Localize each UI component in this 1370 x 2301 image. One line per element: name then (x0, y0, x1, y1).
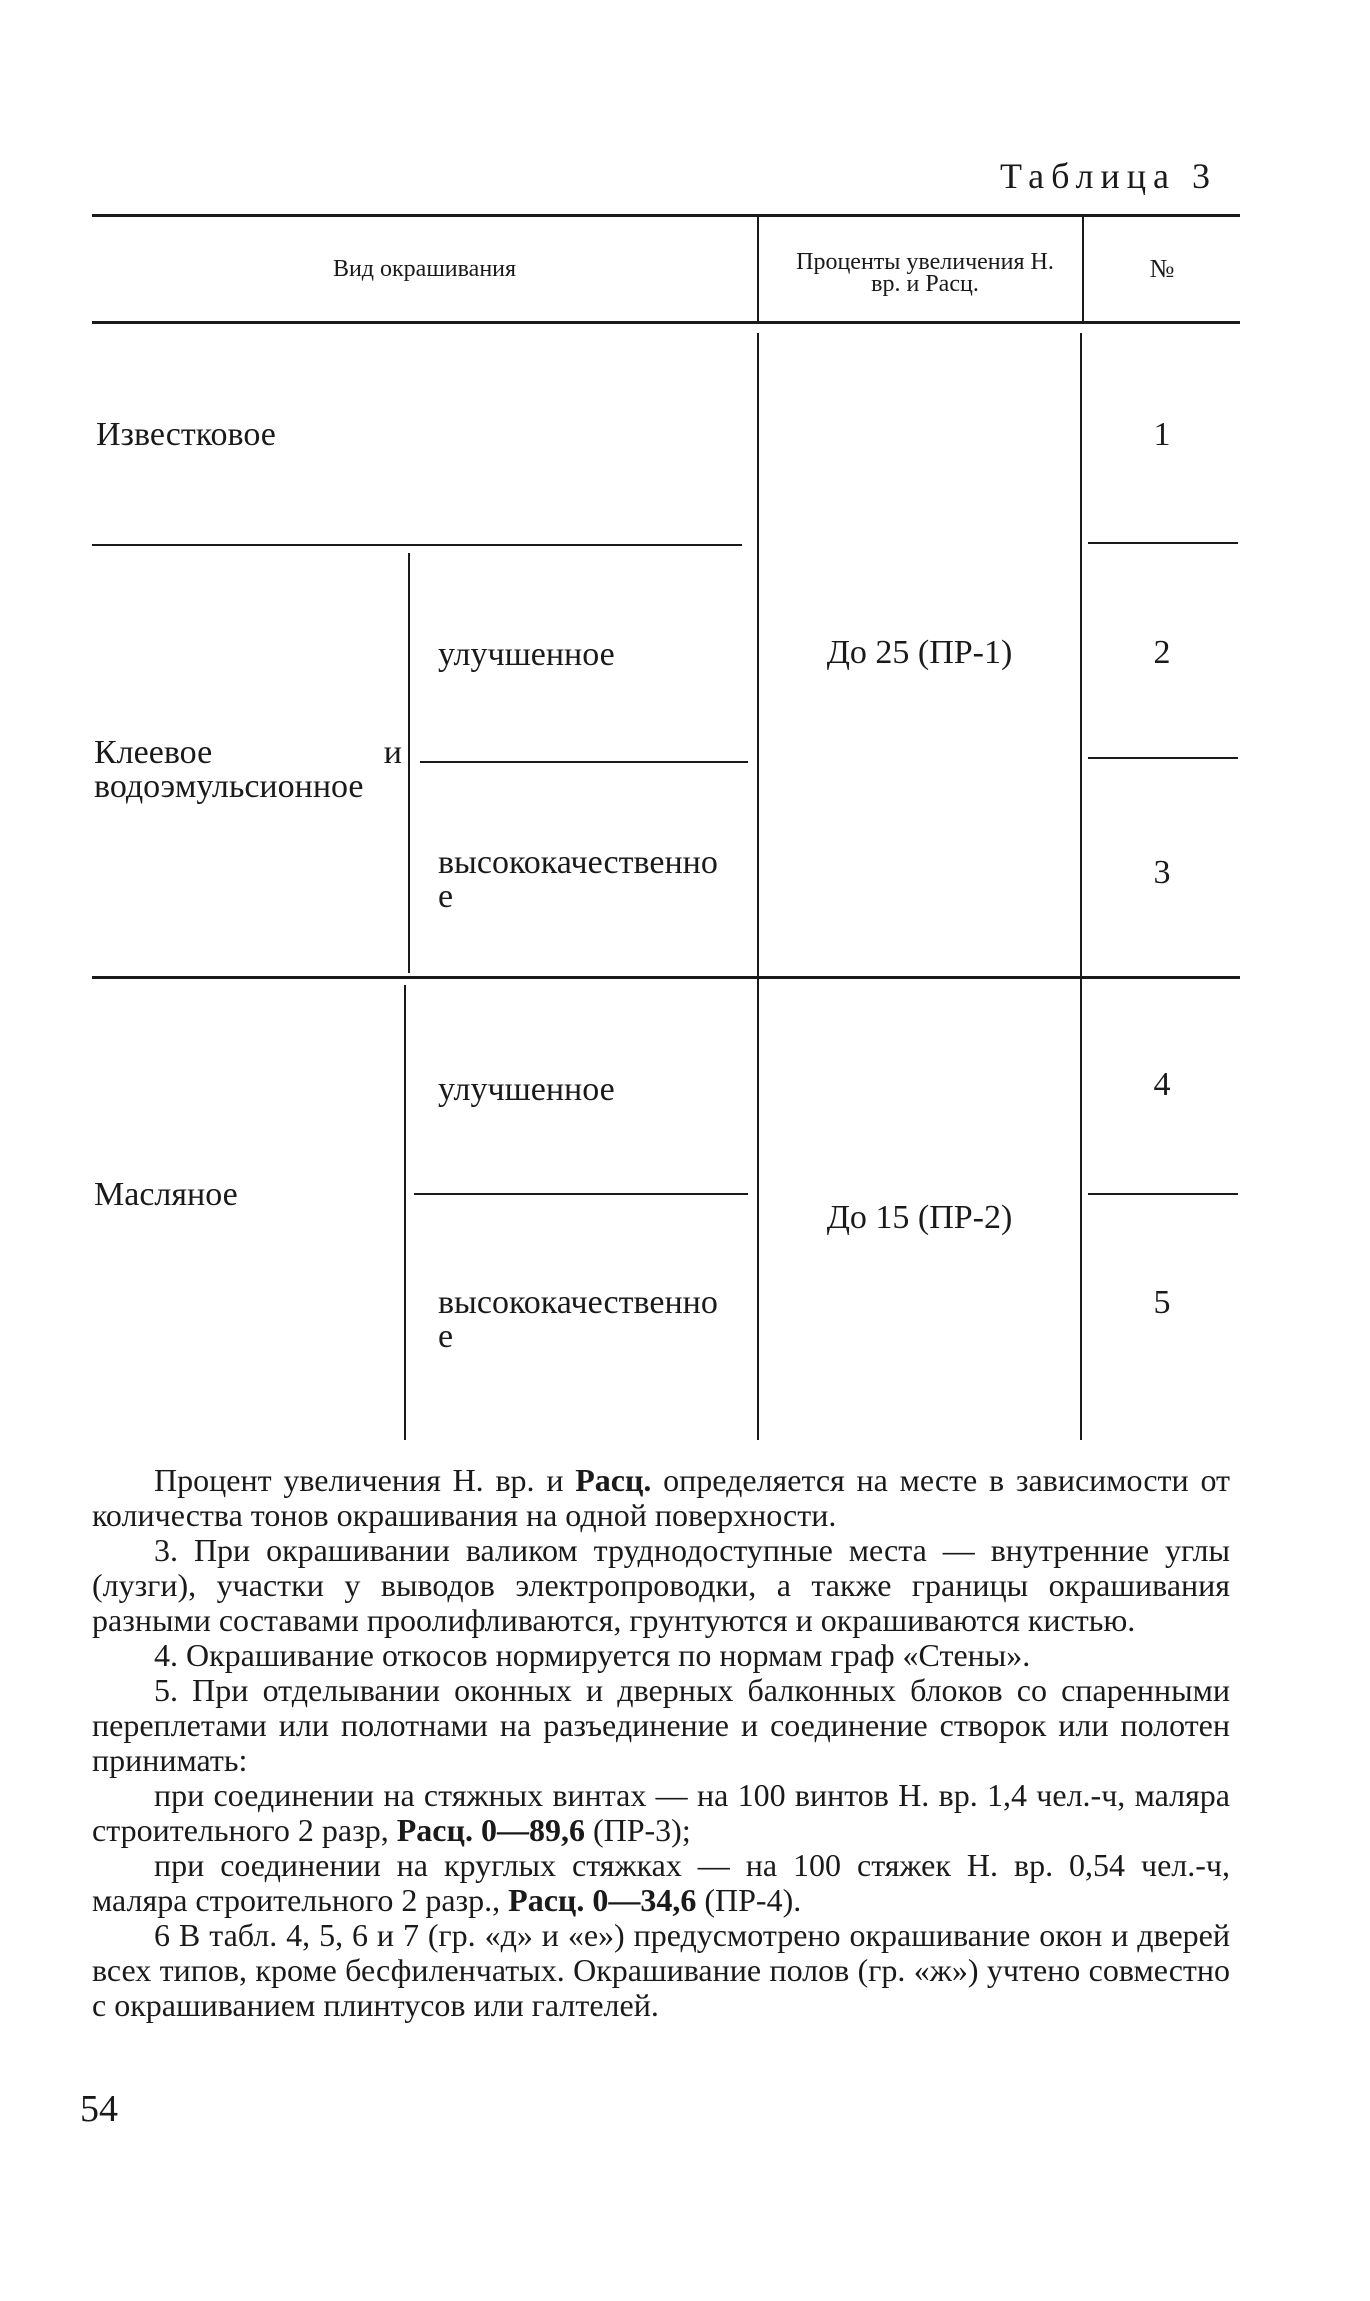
header-percent-text: Проценты увеличения Н. вр. и Расц. (796, 249, 1054, 297)
note-4: 4. Окрашивание откосов нормируется по нормам граф «Стены». (154, 1637, 1031, 1673)
row-glue-name-text: Клеевое и водоэмульсионное (94, 734, 402, 805)
row-oil-num-improved (1084, 1060, 1240, 1110)
vline-subcol-glue (408, 553, 410, 973)
notes-section (92, 1463, 1230, 2023)
glue-bottom-rule (92, 976, 1240, 979)
row-percent-1 (759, 628, 1080, 678)
note-percent-bold: Расц. (575, 1462, 652, 1498)
header-bottom-rule (92, 321, 1240, 324)
row-oil-num-improved-text: 4 (1153, 1066, 1171, 1103)
row-oil-num-high (1084, 1278, 1240, 1328)
header-number (1084, 217, 1240, 321)
header-type (92, 217, 757, 321)
note-5-screws-rate: Расц. 0—89,6 (396, 1812, 585, 1848)
row-glue-num-high-text: 3 (1153, 854, 1171, 891)
row-glue-num-high (1084, 848, 1240, 898)
note-5-ties (92, 1848, 1230, 1918)
row1-bottom-rule-right (1088, 542, 1238, 544)
row-glue-high-text: высококачественное (438, 844, 718, 915)
note-percent-text-c: определяется на месте в зависимости от количества тонов окрашивания на одной поверхности. (92, 1462, 1231, 1533)
note-5-ties-text: при соединении на круглых стяжках — на 100 стяжек Н. вр. 0,54 чел.-ч, маляра строительного 2 разр., (92, 1847, 1230, 1918)
note-5-screws-code: (ПР-3); (584, 1812, 691, 1848)
row-oil-improved (438, 1065, 738, 1115)
note-5-ties-code: (ПР-4). (696, 1882, 802, 1918)
vline-col2-body (1080, 333, 1082, 1440)
note-5-screws (92, 1778, 1230, 1848)
note-percent-text-a: Процент увеличения Н. вр. и (154, 1462, 576, 1498)
row-glue-improved-text: улучшенное (438, 636, 615, 673)
header-percent (775, 225, 1075, 321)
note-percent (92, 1463, 1230, 1533)
row-glue-num-improved-text: 2 (1153, 634, 1171, 671)
row-lime-num (1084, 410, 1240, 460)
table-caption: Таблица 3 (1000, 156, 1217, 196)
row-percent-1-text: До 25 (ПР-1) (826, 634, 1013, 671)
row-percent-2 (759, 1193, 1080, 1243)
row-percent-2-text: До 15 (ПР-2) (826, 1199, 1013, 1236)
note-5: 5. При отделывании оконных и дверных балконных блоков со спаренными переплетами или полотнами на разъединение и соединение створок или полотен принимать: (92, 1672, 1230, 1778)
header-number-text: № (1149, 254, 1175, 283)
row-oil-high (438, 1275, 728, 1365)
header-type-text: Вид окрашивания (332, 256, 517, 282)
note-5-screws-text: при соединении на стяжных винтах — на 100 винтов Н. вр. 1,4 чел.-ч, маляра строительного 2 разр, (92, 1777, 1230, 1848)
note-6: 6 В табл. 4, 5, 6 и 7 (гр. «д» и «е») предусмотрено окрашивание окон и дверей всех типов, кроме бесфиленчатых. Окрашивание полов (гр. «ж») учтено совместно с окрашиванием плинтусов или галтелей. (92, 1917, 1230, 2023)
row-oil-name-text: Масляное (94, 1176, 238, 1213)
vline-col1-header (757, 217, 759, 321)
glue-sub-rule-right (1088, 757, 1238, 759)
row-glue-num-improved (1084, 628, 1240, 678)
row-lime-name (96, 410, 696, 460)
note-5-ties-rate: Расц. 0—34,6 (508, 1882, 697, 1918)
note-3: 3. При окрашивании валиком труднодоступные места — внутренние углы (лузги), участки у выводов электропроводки, а также границы окрашивания разными составами проолифливаются, грунтуются и окрашиваются кистью. (92, 1532, 1230, 1638)
row-oil-high-text: высококачественное (438, 1284, 718, 1355)
row-glue-improved (438, 630, 738, 680)
row-glue-high (438, 835, 728, 925)
oil-sub-rule-left (414, 1193, 748, 1195)
row-lime-num-text: 1 (1153, 416, 1171, 453)
row1-bottom-rule-left (92, 544, 742, 546)
row-lime-name-text: Известковое (96, 416, 276, 453)
row-glue-name (94, 725, 402, 815)
row-oil-num-high-text: 5 (1153, 1284, 1171, 1321)
oil-sub-rule-right (1088, 1193, 1238, 1195)
vline-subcol-oil (404, 985, 406, 1440)
row-oil-name (94, 1170, 394, 1220)
glue-sub-rule-left (420, 761, 748, 763)
row-oil-improved-text: улучшенное (438, 1071, 615, 1108)
vline-col1-body (757, 333, 759, 1440)
page-number: 54 (80, 2088, 118, 2130)
